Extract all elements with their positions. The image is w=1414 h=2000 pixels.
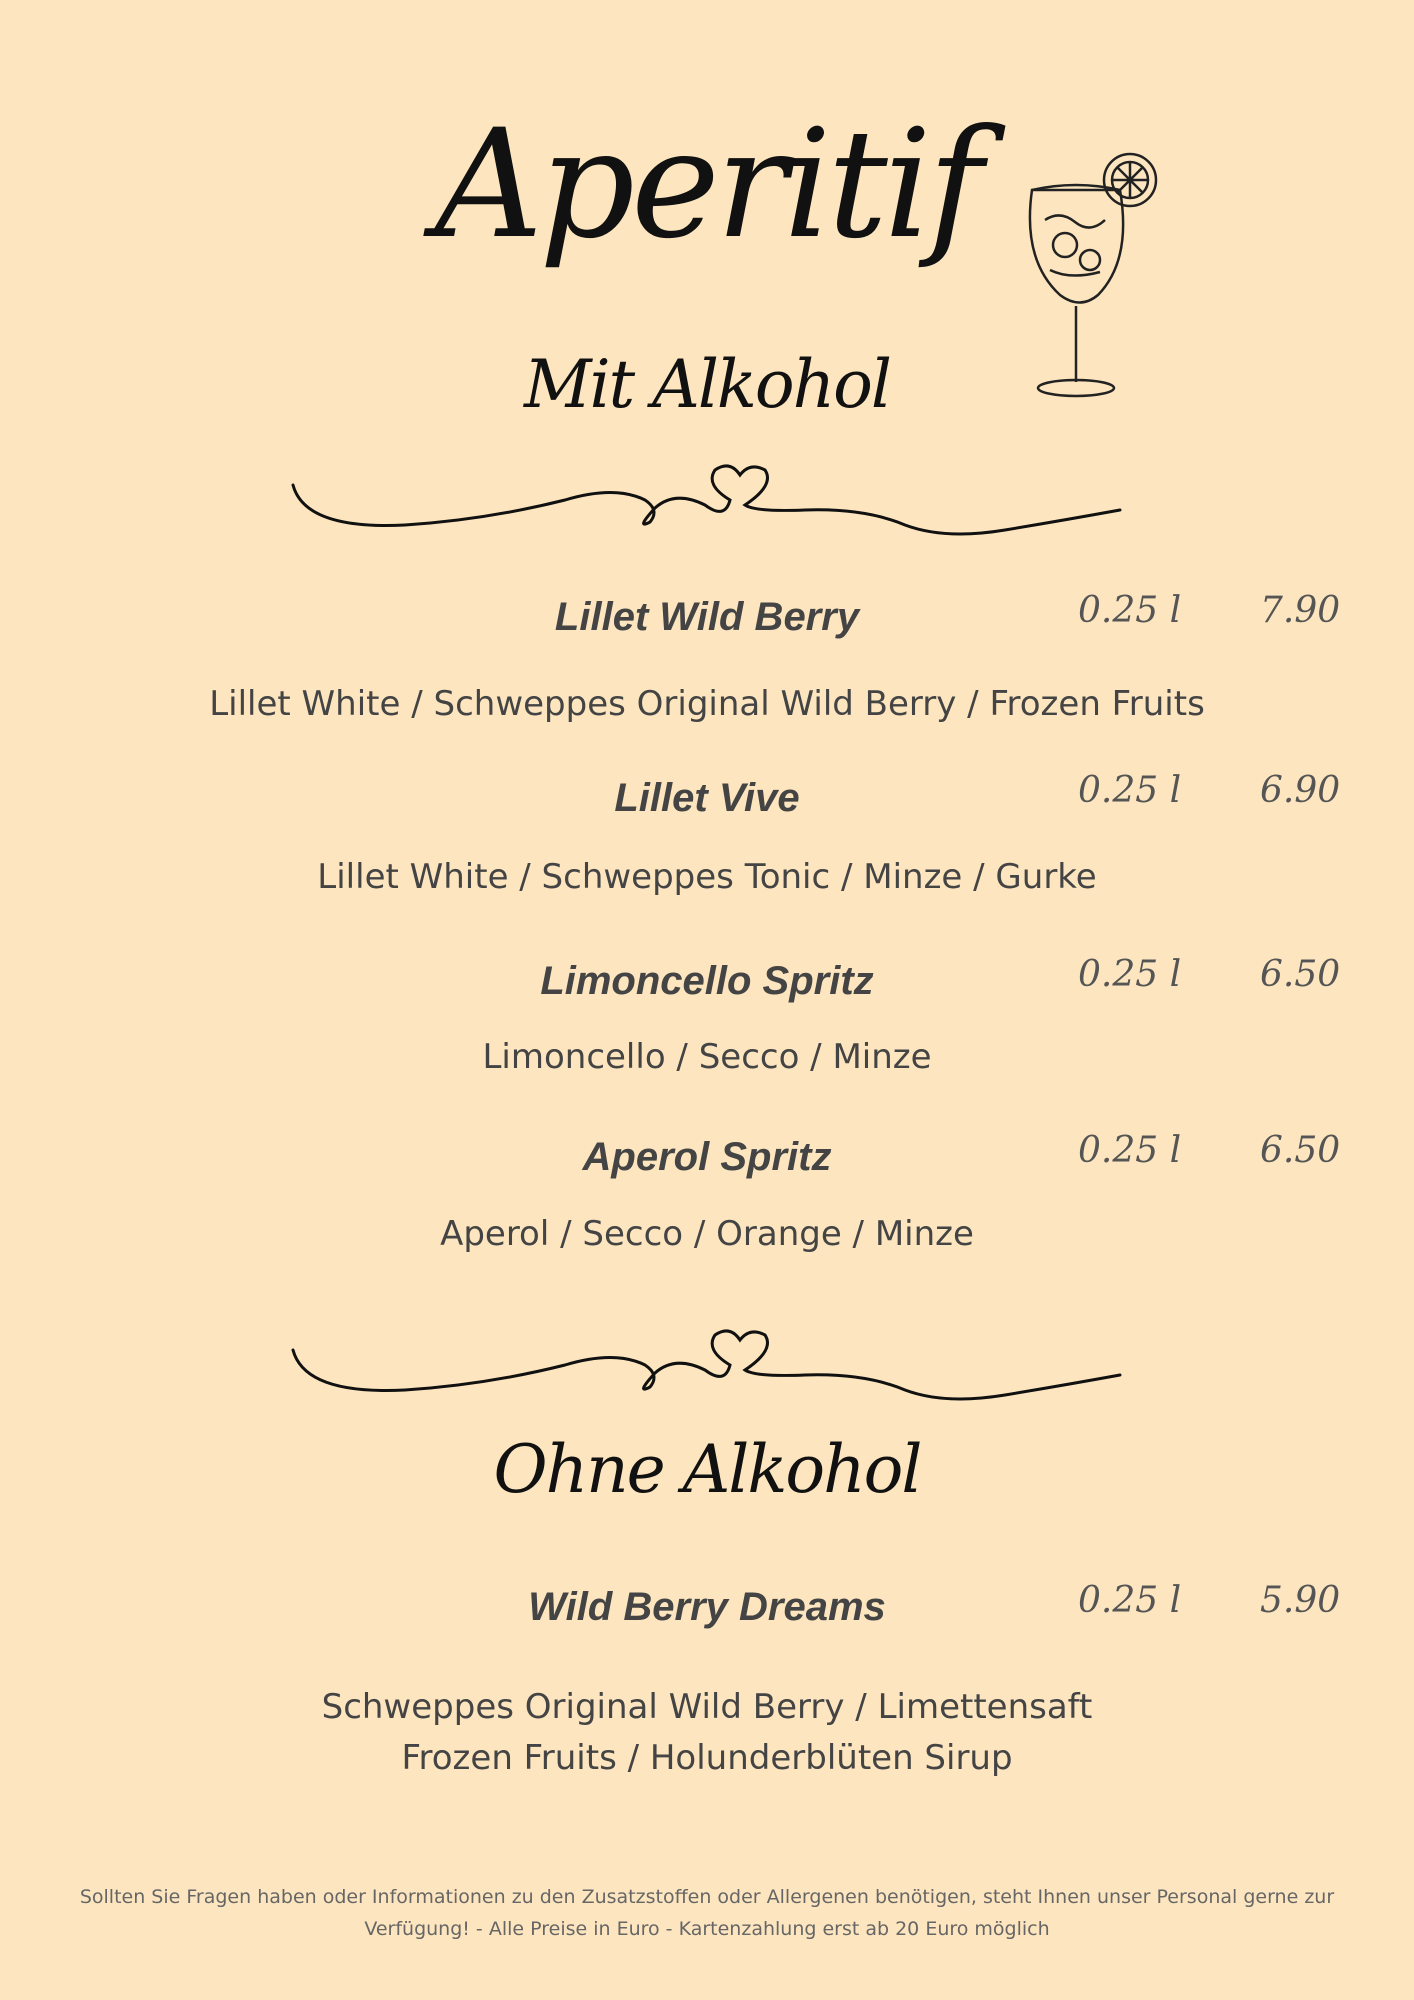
item-price: 7.90	[1260, 590, 1341, 631]
item-name: Lillet Wild Berry	[554, 595, 860, 639]
item-description: Aperol / Secco / Orange / Minze	[440, 1214, 974, 1254]
item-volume: 0.25 l	[1078, 770, 1182, 811]
heart-divider	[285, 430, 1125, 540]
menu-title: Aperitif	[434, 98, 980, 272]
item-description-line-2: Frozen Fruits / Holunderblüten Sirup	[401, 1738, 1013, 1778]
item-price: 6.90	[1260, 770, 1341, 811]
item-volume: 0.25 l	[1078, 1580, 1182, 1621]
item-name: Lillet Vive	[614, 776, 800, 820]
section-heading-alcoholic: Mit Alkohol	[523, 346, 891, 423]
item-volume: 0.25 l	[1078, 1130, 1182, 1171]
item-name: Limoncello Spritz	[540, 959, 874, 1003]
item-volume: 0.25 l	[1078, 590, 1182, 631]
heart-divider	[285, 1295, 1125, 1405]
item-name: Wild Berry Dreams	[528, 1585, 886, 1629]
item-description: Lillet White / Schweppes Original Wild Berry / Frozen Fruits	[209, 684, 1205, 724]
footer-note-line-2: Verfügung! - Alle Preise in Euro - Kartenzahlung erst ab 20 Euro möglich	[364, 1918, 1050, 1940]
footer-note-line-1: Sollten Sie Fragen haben oder Informationen zu den Zusatzstoffen oder Allergenen benötigen, steht Ihnen unser Personal gerne zur	[79, 1886, 1335, 1908]
item-description-line-1: Schweppes Original Wild Berry / Limettensaft	[321, 1687, 1093, 1727]
item-name: Aperol Spritz	[582, 1135, 832, 1179]
item-price: 6.50	[1260, 1130, 1341, 1171]
item-description: Limoncello / Secco / Minze	[482, 1037, 932, 1077]
item-volume: 0.25 l	[1078, 954, 1182, 995]
item-description: Lillet White / Schweppes Tonic / Minze / Gurke	[317, 857, 1097, 897]
item-price: 5.90	[1260, 1580, 1341, 1621]
item-price: 6.50	[1260, 954, 1341, 995]
section-heading-non-alcoholic: Ohne Alkohol	[493, 1431, 921, 1508]
